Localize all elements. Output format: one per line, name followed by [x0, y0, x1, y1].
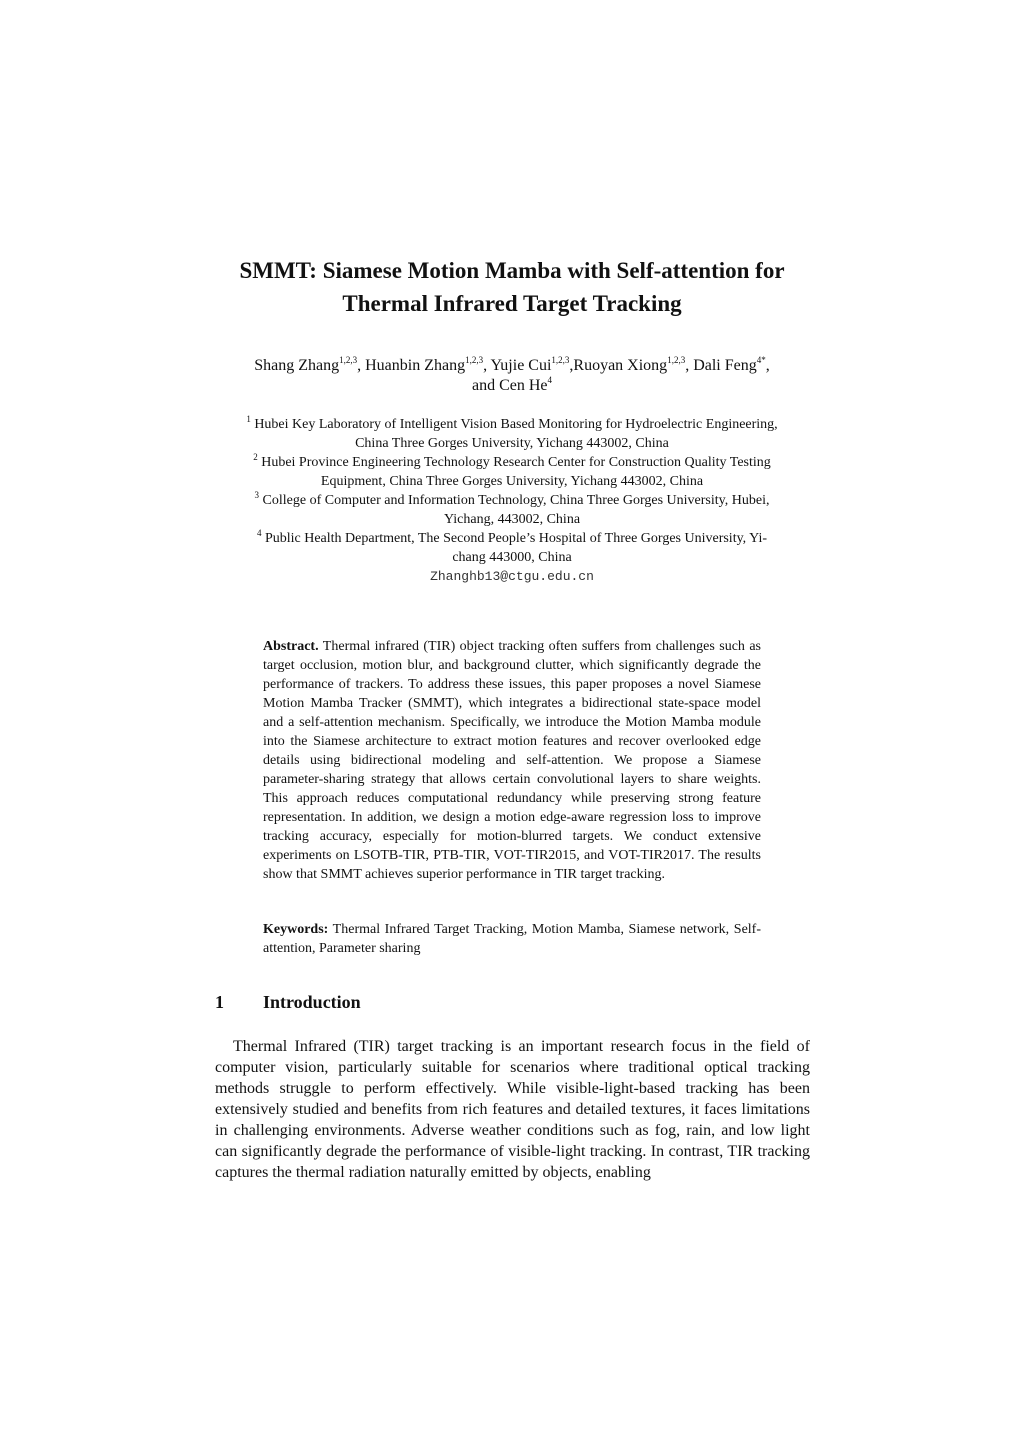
author-affil-marker: 4 — [547, 375, 553, 385]
affiliation-number: 1 — [246, 414, 251, 424]
affiliation-text: Public Health Department, The Second People’s Hospital of Three Gorges University, Yi- — [264, 531, 768, 546]
authors-line-2 — [0, 376, 1024, 396]
keywords — [263, 920, 761, 958]
affiliation-line — [0, 529, 1024, 548]
author-list — [0, 356, 1024, 396]
author-affil-marker: 1,2,3 — [667, 355, 686, 365]
affiliation-line — [0, 491, 1024, 510]
affiliation-list — [0, 415, 1024, 586]
author-name: Yujie Cui — [490, 357, 552, 374]
author-affil-marker: 1,2,3 — [465, 355, 484, 365]
authors-line-1: Shang Zhang$^{1,2,3}$, Huanbin Zhang$^{1,2,3}$, Yujie Cui$^{1,2,3}$,Ruoyan Xiong$^{1,2,3}$, Dali Feng$^{4*}$, — [254, 355, 770, 374]
keywords-text: Thermal Infrared Target Tracking, Motion Mamba, Siamese network, Self-attention, Parameter sharing — [263, 922, 761, 956]
affiliation-number: 3 — [254, 490, 260, 500]
abstract-label: Abstract. — [263, 639, 319, 654]
affiliation-line — [0, 453, 1024, 472]
title-line-2: Thermal Infrared Target Tracking — [342, 291, 682, 316]
section-number: 1 — [215, 992, 224, 1012]
intro-paragraph: Thermal Infrared (TIR) target tracking is an important research focus in the field of computer vision, particularly suitable for scenarios where traditional optical tracking methods struggle to perform effectively. While visible-light-based tracking has been extensively studied and benefits from rich features and detailed textures, it faces limitations in challenging environments. Adverse weather conditions such as fog, rain, and low light can significantly degrade the performance of visible-light tracking. In contrast, TIR tracking captures the thermal radiation naturally emitted by objects, enabling — [215, 1038, 810, 1181]
affiliation-text: Hubei Key Laboratory of Intelligent Vision Based Monitoring for Hydroelectric Engineering, — [254, 417, 778, 432]
paper-title — [0, 254, 1024, 320]
affiliation-line: chang 443000, China — [452, 550, 572, 565]
title-line-1: SMMT: Siamese Motion Mamba with Self-attention for — [239, 258, 785, 283]
section-title: Introduction — [263, 992, 361, 1012]
author-name: Cen He — [499, 377, 548, 394]
author-name: Dali Feng — [693, 357, 757, 374]
affiliation-text: College of Computer and Information Technology, China Three Gorges University, Hubei, — [262, 493, 770, 508]
affiliation-line: Yichang, 443002, China — [443, 512, 581, 527]
author-name: Shang Zhang — [254, 357, 340, 374]
affiliation-line: Equipment, China Three Gorges University, Yichang 443002, China — [320, 474, 704, 489]
author-affil-marker: 4* — [756, 355, 766, 365]
section-heading — [215, 992, 361, 1013]
author-affil-marker: 1,2,3 — [339, 355, 358, 365]
author-name: Huanbin Zhang — [365, 357, 466, 374]
affiliation-line: China Three Gorges University, Yichang 443002, China — [355, 436, 669, 451]
affiliation-text: Hubei Province Engineering Technology Research Center for Construction Quality Testing — [261, 455, 771, 470]
affiliation-number: 4 — [256, 528, 262, 538]
author-prefix: and — [471, 377, 500, 394]
author-affil-marker: 1,2,3 — [551, 355, 570, 365]
affiliation-number: 2 — [253, 452, 258, 462]
contact-email: Zhanghb13@ctgu.edu.cn — [430, 569, 594, 584]
author-name: Ruoyan Xiong — [573, 357, 668, 374]
affiliation-line — [0, 415, 1024, 434]
abstract — [263, 637, 761, 884]
keywords-label: Keywords: — [263, 922, 329, 937]
abstract-text: Thermal infrared (TIR) object tracking often suffers from challenges such as target occlusion, motion blur, and background clutter, which significantly degrade the performance of trackers. To address these issues, this paper proposes a novel Siamese Motion Mamba Tracker (SMMT), which integrates a bidirectional state-space model and a self-attention mechanism. Specifically, we introduce the Motion Mamba module into the Siamese architecture to extract motion features and recover overlooked edge details using bidirectional modeling and self-attention. We propose a Siamese parameter-sharing strategy that allows certain convolutional layers to share weights. This approach reduces computational redundancy while preserving strong feature representation. In addition, we design a motion edge-aware regression loss to improve tracking accuracy, especially for motion-blurred targets. We conduct extensive experiments on LSOTB-TIR, PTB-TIR, VOT-TIR2015, and VOT-TIR2017. The results show that SMMT achieves superior performance in TIR target tracking. — [263, 639, 761, 882]
